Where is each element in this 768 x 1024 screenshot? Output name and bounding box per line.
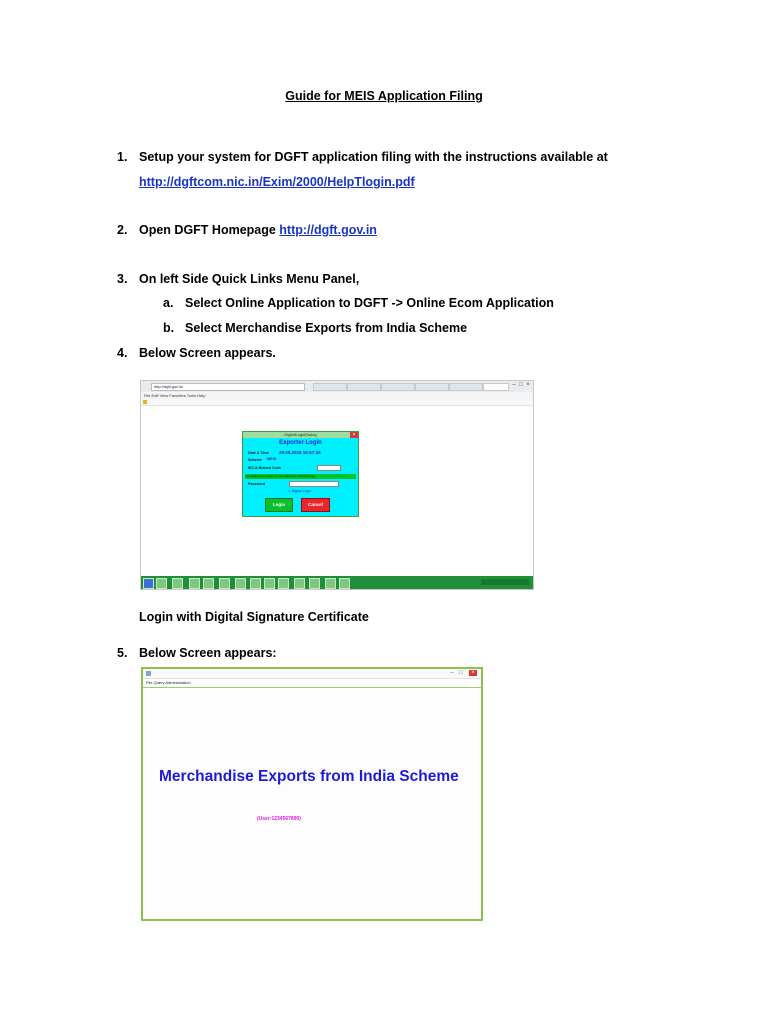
iec-branch-label: IEC & Branch Code (248, 466, 281, 470)
taskbar-app-icon[interactable] (189, 578, 200, 589)
substep-a-text: Select Online Application to DGFT -> Online Ecom Application (185, 296, 554, 310)
step-4-text: Below Screen appears. (139, 346, 276, 360)
minimize-icon[interactable]: – (512, 382, 516, 388)
browser-tab-active[interactable] (483, 383, 509, 391)
browser-tab[interactable] (381, 383, 415, 391)
substep-b-number: b. (163, 321, 175, 335)
system-tray[interactable] (481, 579, 529, 585)
login-button[interactable]: Login (265, 498, 293, 512)
dialog-close-icon[interactable]: × (350, 432, 358, 438)
scheme-value: MEIS (267, 457, 277, 461)
dialog-title-bar: DigitalLoginDialog (243, 432, 358, 438)
minimize-icon[interactable]: – (450, 670, 454, 676)
scheme-label: Scheme (248, 458, 262, 462)
user-label: (User:1234567890) (257, 816, 301, 822)
page-title: Guide for MEIS Application Filing (285, 89, 483, 103)
taskbar-app-icon[interactable] (219, 578, 230, 589)
cancel-button[interactable]: Cancel (301, 498, 330, 512)
step-3-text: On left Side Quick Links Menu Panel, (139, 272, 360, 286)
taskbar-app-icon[interactable] (339, 578, 350, 589)
taskbar-app-icon[interactable] (156, 578, 167, 589)
app-title-bar (143, 669, 481, 679)
start-icon[interactable] (143, 578, 154, 589)
taskbar-app-icon[interactable] (325, 578, 336, 589)
step-2-text: Open DGFT Homepage (139, 223, 280, 237)
iec-branch-input[interactable] (317, 465, 341, 471)
taskbar-app-icon[interactable] (235, 578, 246, 589)
login-caption: Login with Digital Signature Certificate (139, 610, 369, 624)
browser-tab[interactable] (347, 383, 381, 391)
close-icon[interactable]: × (526, 382, 530, 388)
taskbar-app-icon[interactable] (309, 578, 320, 589)
app-icon (146, 671, 151, 676)
taskbar-app-icon[interactable] (294, 578, 305, 589)
browser-menu-bar[interactable]: File Edit View Favorites Tools Help (141, 392, 534, 399)
favorites-bar (141, 399, 533, 406)
browser-screenshot (140, 380, 534, 590)
step-3-number: 3. (117, 272, 128, 286)
taskbar-app-icon[interactable] (264, 578, 275, 589)
taskbar-app-icon[interactable] (250, 578, 261, 589)
step-5-text: Below Screen appears: (139, 646, 277, 660)
app-menu-bar[interactable]: File Query Administration (146, 680, 191, 685)
taskbar-app-icon[interactable] (203, 578, 214, 589)
browser-tab[interactable] (449, 383, 483, 391)
step-2-number: 2. (117, 223, 128, 237)
step-4-number: 4. (117, 346, 128, 360)
address-bar[interactable]: http://dgft.gov.in/ (151, 383, 305, 391)
browser-tab[interactable] (313, 383, 347, 391)
exporter-login-dialog (242, 431, 359, 517)
step-2-link[interactable]: http://dgft.gov.in (279, 223, 377, 237)
substep-b-text: Select Merchandise Exports from India Scheme (185, 321, 468, 335)
substep-a-number: a. (163, 296, 174, 310)
password-label: Password (248, 482, 265, 486)
app-content (143, 687, 481, 920)
windows-taskbar (141, 576, 533, 589)
step-1-link[interactable]: http://dgftcom.nic.in/Exim/2000/HelpTlogin.pdf (139, 175, 415, 189)
step-5-number: 5. (117, 646, 128, 660)
browser-tab[interactable] (415, 383, 449, 391)
maximize-icon[interactable]: □ (519, 382, 523, 388)
maximize-icon[interactable]: □ (459, 670, 463, 676)
checkbox-icon: ✓ (288, 489, 291, 493)
taskbar-app-icon[interactable] (278, 578, 289, 589)
token-info-strip: Use Subscription/Sec or use Hardware Token/Dongle (245, 474, 356, 479)
date-label: Date & Time (248, 451, 269, 455)
meis-heading: Merchandise Exports from India Scheme (159, 768, 459, 785)
step-1-number: 1. (117, 150, 128, 164)
favorites-star-icon[interactable] (143, 400, 147, 404)
taskbar-app-icon[interactable] (172, 578, 183, 589)
digital-login-label: Digital Login (291, 489, 312, 493)
close-icon[interactable]: × (469, 670, 477, 676)
password-input[interactable] (289, 481, 339, 487)
dialog-heading: Exporter Login (279, 440, 322, 446)
step-1-text: Setup your system for DGFT application filing with the instructions available at (139, 150, 608, 164)
meis-app-screenshot (141, 667, 483, 921)
date-value: 29.09.2016 16:57:45 (279, 450, 321, 455)
digital-login-checkbox[interactable] (288, 489, 311, 493)
